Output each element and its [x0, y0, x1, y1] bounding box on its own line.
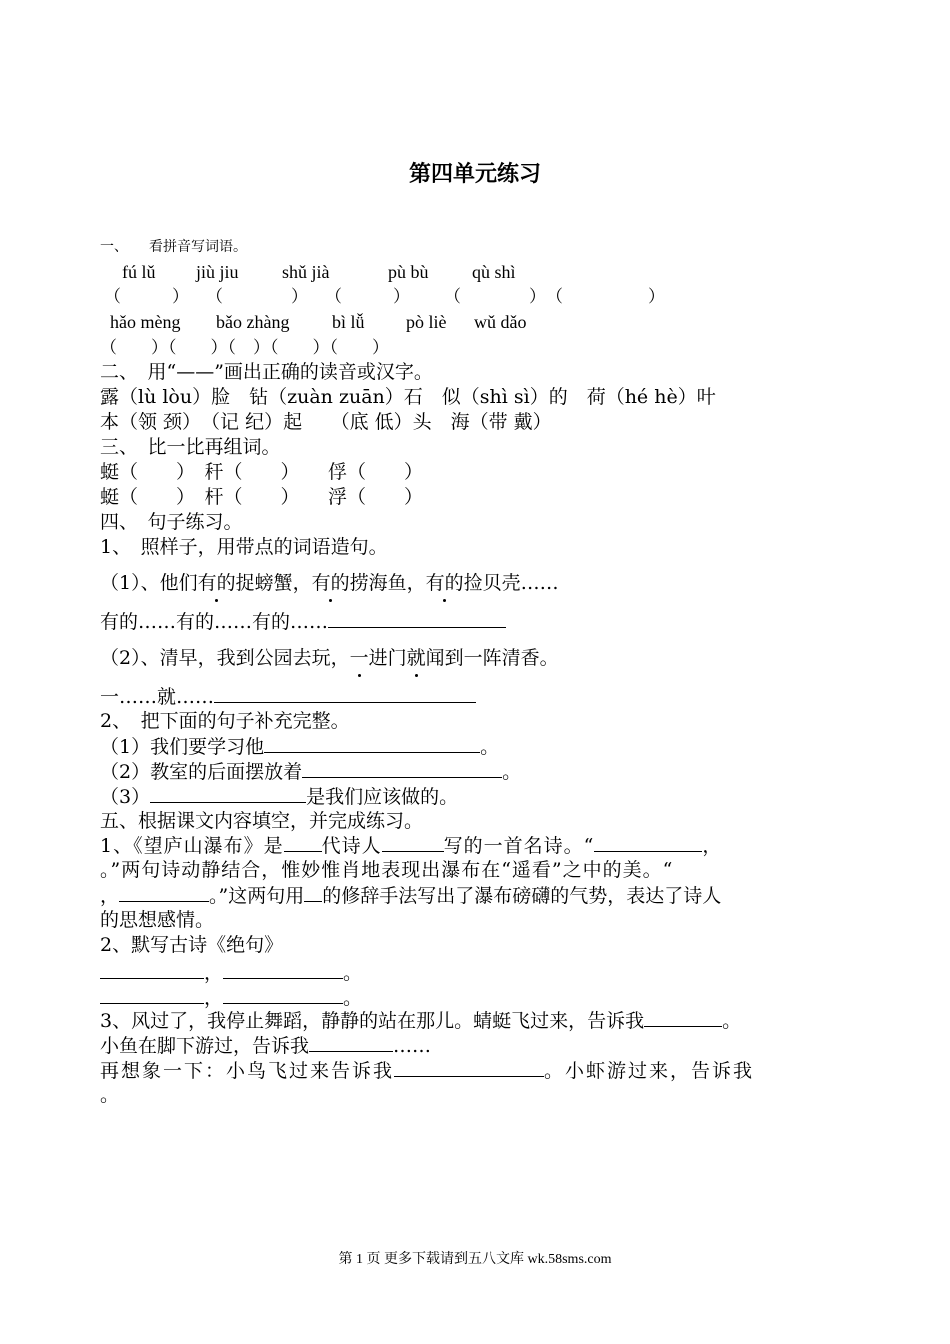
section3-heading: 三、 比一比再组词。 [100, 436, 281, 458]
imagine-line-2: 小鱼在脚下游过，告诉我 …… [100, 1035, 432, 1057]
dotted-word: 就 [406, 647, 426, 669]
answer-blank[interactable] [382, 834, 444, 852]
section5-heading: 五、根据课文内容填空，并完成练习。 [100, 810, 424, 832]
compare-line-1[interactable]: 蜓（ ） 秆（ ） 俘（ ） [100, 461, 424, 483]
pinyin-item: wǔ dǎo [474, 312, 527, 332]
answer-blank[interactable] [150, 785, 306, 803]
subsection-2-heading: 2、 把下面的句子补充完整。 [100, 710, 350, 732]
dotted-word: 一 [349, 647, 369, 669]
answer-blank[interactable] [223, 961, 343, 979]
answer-blank[interactable] [304, 884, 322, 902]
answer-line-1: 有的……有的……有的…… [100, 610, 506, 633]
answer-blank[interactable] [328, 610, 506, 628]
answer-blank[interactable] [284, 834, 322, 852]
imagine-line-1: 3、风过了，我停止舞蹈，静静的站在那儿。蜻蜓飞过来，告诉我 。 [100, 1010, 742, 1032]
answer-blank[interactable] [302, 760, 502, 778]
section2-heading: 二、 用“——”画出正确的读音或汉字。 [100, 361, 433, 383]
answer-parens-1[interactable]: （ ） （ ） （ ） （ ） （ ） [104, 287, 665, 307]
complete-sentence-3: （3） 是我们应该做的。 [100, 786, 459, 808]
imagine-line-3: 再想象一下：小鸟飞过来告诉我 。小虾游过来，告诉我 [100, 1060, 755, 1082]
pinyin-item: pò liè [406, 312, 447, 332]
pinyin-item: pù bù [388, 262, 429, 282]
page-title: 第四单元练习 [408, 162, 541, 187]
complete-sentence-1: （1）我们要学习他 。 [100, 736, 500, 758]
answer-blank[interactable] [119, 884, 209, 902]
poem-question-line-3: ， 。”这两句用 的修辞手法写出了瀑布磅礴的气势，表达了诗人 [100, 885, 722, 907]
answer-blank[interactable] [309, 1034, 393, 1052]
subsection-1-heading: 1、 照样子，用带点的词语造句。 [100, 536, 388, 558]
imagine-line-4: 。 [100, 1084, 120, 1106]
section4-heading: 四、 句子练习。 [100, 511, 243, 533]
compare-line-2[interactable]: 蜓（ ） 杆（ ） 浮（ ） [100, 486, 424, 508]
answer-blank[interactable] [644, 1009, 722, 1027]
pinyin-item: hǎo mèng [110, 312, 181, 332]
pinyin-item: jiù jiu [196, 262, 239, 282]
poem-line-1: ， 。 [100, 961, 362, 984]
poem-line-2: ， 。 [100, 986, 362, 1009]
pinyin-item: qù shì [472, 262, 516, 282]
example-sentence-1: （1）、他们有的捉螃蟹，有的捞海鱼，有的捡贝壳…… [100, 572, 559, 594]
poem-heading: 2、默写古诗《绝句》 [100, 934, 284, 956]
section1-heading: 一、 看拼音写词语。 [100, 239, 247, 255]
answer-blank[interactable] [394, 1059, 544, 1077]
answer-blank[interactable] [100, 986, 204, 1004]
answer-blank[interactable] [594, 834, 702, 852]
pinyin-item: fú lǔ [122, 262, 156, 282]
answer-blank[interactable] [100, 961, 204, 979]
poem-question-line-1: 1、《望庐山瀑布》是 代诗人 写的一首名诗。“ ， [100, 835, 723, 857]
poem-question-line-4: 的思想感情。 [100, 909, 215, 931]
complete-sentence-2: （2）教室的后面摆放着 。 [100, 761, 522, 783]
answer-blank[interactable] [264, 735, 480, 753]
answer-blank[interactable] [223, 986, 343, 1004]
poem-question-line-2: 。”两句诗动静结合，惟妙惟肖地表现出瀑布在“遥看”之中的美。“ [100, 859, 674, 881]
dotted-word: 有的 [311, 572, 350, 594]
answer-parens-2[interactable]: （ ）（ ）（ ）（ ）（ ） [100, 338, 389, 358]
pinyin-item: bì lǚ [332, 312, 365, 332]
answer-blank[interactable] [214, 685, 476, 703]
example-sentence-2: （2）、清早，我到公园去玩，一进门就闻到一阵清香。 [100, 647, 559, 669]
pronunciation-line: 露（lù lòu）脸 钻（zuàn zuān）石 似（shì sì）的 荷（hé hè）叶 [100, 386, 716, 408]
answer-line-2: 一……就…… [100, 685, 476, 708]
pinyin-item: shǔ jià [282, 262, 330, 282]
character-choice-line: 本（领 颈） （记 纪）起 （底 低）头 海（带 戴） [100, 411, 552, 433]
pinyin-item: bǎo zhàng [216, 312, 290, 332]
page-footer: 第 1 页 更多下载请到五八文库 wk.58sms.com [338, 1252, 612, 1267]
dotted-word: 有的 [425, 572, 464, 594]
dotted-word: 有的 [197, 572, 236, 594]
